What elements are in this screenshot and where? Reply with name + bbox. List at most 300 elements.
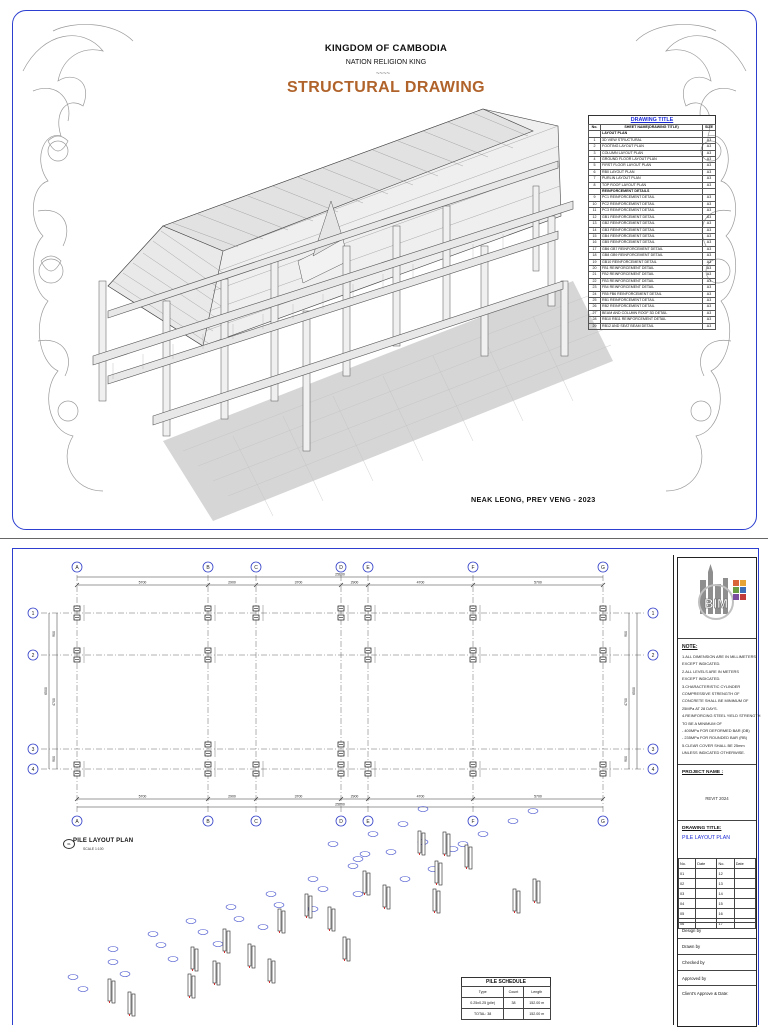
drawing-no: 22 [589, 278, 601, 284]
dimension-text: 900 [52, 631, 56, 637]
grid-marker [234, 917, 244, 922]
pile-3d [517, 891, 520, 913]
grid-letter: D [339, 818, 343, 825]
drawing-no: 16 [589, 240, 601, 246]
revision-row [679, 869, 756, 879]
pile-3d [192, 976, 195, 998]
note-line: CONCRETE SHALL BE MINIMUM OF [682, 698, 749, 704]
drawing-name: LAYOUT PLAN [601, 131, 703, 137]
pile-3d [309, 896, 312, 918]
view-number-bubble: 01 [63, 839, 75, 849]
drawing-no: 20 [589, 265, 601, 271]
drawing-name: COLUMN LAYOUT PLAN [601, 150, 703, 156]
grid-marker [148, 932, 158, 937]
drawing-title-value: PILE LAYOUT PLAN [682, 835, 730, 841]
grid-number: 2 [31, 652, 35, 659]
drawing-no: 26 [589, 304, 601, 310]
grid-marker [266, 892, 276, 897]
grid-marker [353, 892, 363, 897]
drawing-no: 11 [589, 208, 601, 214]
sched-length: 152.00 m [523, 998, 550, 1009]
bim-logo [678, 558, 756, 638]
sched-header-count: Count [504, 987, 523, 998]
revision-cell: 03 [679, 889, 696, 899]
drawing-name: RB2 REINFORCEMENT DETAIL [601, 304, 703, 310]
drawing-size: A3 [703, 176, 716, 182]
signature-divider [678, 954, 756, 955]
drawing-no: 21 [589, 272, 601, 278]
dimension-total: 25600 [335, 802, 345, 807]
grid-marker [348, 864, 358, 869]
grid-marker [318, 887, 328, 892]
note-line: COMPRESSIVE STRENGTH OF [682, 691, 740, 696]
revision-cell: 15 [717, 899, 734, 909]
grid-marker [120, 972, 130, 977]
drawing-size: A3 [703, 144, 716, 150]
dimension-text: 2900 [350, 580, 359, 585]
pile-3d [188, 974, 191, 996]
drawing-size: A3 [703, 157, 716, 163]
revision-row [679, 889, 756, 899]
drawing-no: 19 [589, 259, 601, 265]
pile-3d [108, 979, 111, 1001]
revision-cell: 12 [717, 869, 734, 879]
drawing-size: A3 [703, 163, 716, 169]
note-line: - 235MPa FOR ROUNDED BAR (RB) [682, 735, 748, 741]
drawing-list-table [588, 115, 716, 330]
drawing-no: 17 [589, 246, 601, 252]
drawing-no: 4 [589, 157, 601, 163]
revision-cell [734, 869, 755, 879]
revision-cell [696, 899, 717, 909]
plan-view-scale: SCALE 1:100 [83, 847, 104, 851]
project-location: NEAK LEONG, PREY VENG - 2023 [471, 495, 596, 504]
sched-header-length: Length [523, 987, 550, 998]
note-line: EXCEPT INDICATED. [682, 676, 721, 682]
note-line: 2.ALL LEVELS ARE IN METERS [682, 668, 739, 674]
project-name-label: PROJECT NAME : [682, 770, 724, 775]
revision-cell [696, 919, 717, 929]
revision-table [678, 858, 756, 929]
title-block-frame [677, 557, 761, 1027]
revision-cell: 05 [679, 909, 696, 919]
drawing-name: REINFORCEMENT DETAILS [601, 189, 703, 195]
dimension-text: 2900 [228, 794, 236, 799]
grid-marker [368, 832, 378, 837]
kingdom-heading: KINGDOM OF CAMBODIA [324, 43, 448, 54]
grid-marker [478, 832, 488, 837]
drawing-list-row [589, 323, 716, 329]
drawing-no: 10 [589, 201, 601, 207]
grid-marker [186, 919, 196, 924]
grid-marker [78, 987, 88, 992]
note-line: 1.ALL DIMENSION ARE IN MILLIMETERS [682, 654, 757, 659]
title-block [673, 555, 761, 1025]
grid-marker [156, 943, 166, 948]
revision-cell [734, 909, 755, 919]
drawing-no: 5 [589, 163, 601, 169]
document-title: STRUCTURAL DRAWING [286, 79, 485, 96]
drawing-name: 3D VIEW STRUCTURAL [601, 137, 703, 143]
drawing-size: A3 [703, 285, 716, 291]
pile-3d [213, 961, 216, 983]
drawing-no: 9 [589, 195, 601, 201]
drawing-size: A3 [703, 240, 716, 246]
revision-row [679, 919, 756, 929]
pile-3d [447, 834, 450, 856]
drawing-size: A3 [703, 265, 716, 271]
grid-marker [168, 957, 178, 962]
drawing-no: 24 [589, 291, 601, 297]
drawing-no: 18 [589, 253, 601, 259]
revision-cell: 04 [679, 899, 696, 909]
drawing-name: GB5 REINFORCEMENT DETAIL [601, 240, 703, 246]
grid-letter: C [254, 564, 258, 571]
signature-divider [678, 970, 756, 971]
drawing-name: FIRST FLOOR LAYOUT PLAN [601, 163, 703, 169]
grid-letter: G [601, 564, 605, 571]
signature-label: Approved by [682, 976, 707, 981]
ornament-left [23, 36, 103, 491]
pile-3d [328, 907, 331, 929]
drawing-size: A3 [703, 253, 716, 259]
grid-letter: A [75, 564, 79, 571]
pile-3d [332, 909, 335, 931]
pile-3d [128, 992, 131, 1014]
grid-letter: B [206, 818, 210, 825]
grid-marker [360, 852, 370, 857]
grid-number: 1 [651, 610, 655, 617]
drawing-list-body [589, 131, 716, 330]
dimension-text: 4700 [624, 698, 628, 706]
revision-cell [734, 919, 755, 929]
signature-label: Design by [682, 928, 702, 933]
revision-cell [696, 909, 717, 919]
signature-label: Checked by [682, 960, 705, 965]
pile-3d [443, 832, 446, 854]
drawing-size: A3 [703, 201, 716, 207]
grid-number: 3 [31, 746, 35, 753]
pile-3d [227, 931, 230, 953]
pile-3d [367, 873, 370, 895]
plan-view-title: PILE LAYOUT PLAN [73, 838, 134, 844]
divider-flourish: ~~~~ [375, 71, 390, 77]
pile-3d [418, 831, 421, 853]
pile-3d [387, 887, 390, 909]
pile-3d [223, 929, 226, 951]
signature-divider [678, 922, 756, 923]
header-no: No. [589, 125, 601, 131]
drawing-no: 13 [589, 221, 601, 227]
pile-3d [305, 894, 308, 916]
drawing-name: TOP ROOF LAYOUT PLAN [601, 182, 703, 188]
dimension-text: 900 [624, 631, 628, 637]
cover-sheet [12, 10, 757, 530]
pile-3d [537, 881, 540, 903]
grid-marker [258, 925, 268, 930]
drawing-size: A3 [703, 259, 716, 265]
drawing-no: 6 [589, 169, 601, 175]
drawing-no: 14 [589, 227, 601, 233]
dimension-text: 2900 [228, 580, 236, 585]
dimension-total: 6500 [632, 687, 636, 695]
drawing-size: A3 [703, 233, 716, 239]
sched-row [462, 998, 551, 1009]
grid-letter: E [366, 818, 370, 825]
grid-marker [353, 857, 363, 862]
grid-marker [398, 822, 408, 827]
grid-marker [308, 877, 318, 882]
rev-header-date: Date [696, 859, 717, 869]
signature-divider [678, 985, 756, 986]
drawing-name: FB1 REINFORCEMENT DETAIL [601, 265, 703, 271]
drawing-size: A3 [703, 214, 716, 220]
dimension-text: 4700 [416, 794, 425, 799]
pile-3d [272, 961, 275, 983]
drawing-no: 28 [589, 317, 601, 323]
drawing-no: 23 [589, 285, 601, 291]
tb-divider [678, 764, 756, 765]
drawing-name: RB12 AND SEAT BEAM DETAIL [601, 323, 703, 329]
grid-marker [213, 942, 223, 947]
grid-number: 1 [31, 610, 35, 617]
drawing-size: A3 [703, 291, 716, 297]
grid-number: 3 [651, 746, 655, 753]
drawing-name: GB6 GB7 REINFORCEMENT DETAIL [601, 246, 703, 252]
pile-3d [513, 889, 516, 911]
grid-letter: B [206, 564, 210, 571]
header-sheet-name: SHEET NAME(DRAWING TITLE) [601, 125, 703, 131]
dimension-total: 6500 [44, 687, 48, 695]
rev-header-no: No. [679, 859, 696, 869]
drawing-size: A3 [703, 246, 716, 252]
dimension-text: 900 [624, 756, 628, 762]
sched-total-length: 152.00 m [523, 1009, 550, 1020]
revision-cell [734, 899, 755, 909]
revision-cell: 13 [717, 879, 734, 889]
grid-letter: G [601, 818, 605, 825]
dimension-text: 3700 [294, 580, 303, 585]
revision-cell: 06 [679, 919, 696, 929]
drawing-name: RB10 RB11 REINFORCEMENT DETAIL [601, 317, 703, 323]
dimension-text: 2900 [350, 794, 359, 799]
pile-3d [363, 871, 366, 893]
drawing-size: A3 [703, 278, 716, 284]
dimension-text: 4700 [416, 580, 425, 585]
drawing-name: GB4 REINFORCEMENT DETAIL [601, 233, 703, 239]
sheet-divider [0, 538, 768, 539]
grid-marker [386, 850, 396, 855]
note-line: TO BE A MINIMUM OF [682, 720, 722, 726]
signature-divider [678, 938, 756, 939]
dimension-text: 900 [52, 756, 56, 762]
pile-3d [282, 911, 285, 933]
drawing-size: A3 [703, 195, 716, 201]
rev-header-date: Date [734, 859, 755, 869]
drawing-no: 7 [589, 176, 601, 182]
revision-cell: 14 [717, 889, 734, 899]
note-line: 5.CLEAR COVER SHALL BE 25mm [682, 742, 745, 748]
grid-marker [274, 903, 284, 908]
drawing-name: GB8 GB9 REINFORCEMENT DETAIL [601, 253, 703, 259]
grid-marker [328, 842, 338, 847]
grid-letter: C [254, 818, 258, 825]
drawing-size: A3 [703, 221, 716, 227]
grid-letter: F [471, 818, 475, 825]
pile-3d [217, 963, 220, 985]
drawing-no: 25 [589, 297, 601, 303]
grid-letter: F [471, 564, 475, 571]
grid-marker [198, 930, 208, 935]
notes-title: NOTE: [682, 644, 698, 650]
bim-logo-text: BIM [704, 596, 728, 611]
grid-number: 4 [651, 766, 655, 773]
sched-total-row [462, 1009, 551, 1020]
pile-3d [248, 944, 251, 966]
pile-schedule-table [461, 977, 551, 1020]
drawing-name: FB2 REINFORCEMENT DETAIL [601, 272, 703, 278]
drawing-name: GB1 REINFORCEMENT DETAIL [601, 214, 703, 220]
grid-marker [68, 975, 78, 980]
drawing-size: A3 [703, 310, 716, 316]
header-size: SIZE [703, 125, 716, 131]
drawing-name: BEAM AND COLUMN ROOF 3D DETAIL [601, 310, 703, 316]
drawing-title-label: DRAWING TITLE: [682, 826, 722, 831]
pile-3d [433, 889, 436, 911]
dimension-text: 5700 [138, 580, 147, 585]
sched-count: 38 [504, 998, 523, 1009]
pile-3d [422, 833, 425, 855]
revision-row [679, 899, 756, 909]
pile-3d [252, 946, 255, 968]
pile-3d [112, 981, 115, 1003]
revision-cell [734, 879, 755, 889]
note-line: - 400MPa FOR DEFORMED BAR (DB) [682, 728, 750, 733]
rev-header-no: No. [717, 859, 734, 869]
pile-3d [191, 947, 194, 969]
pile-3d [343, 937, 346, 959]
pile-3d [435, 861, 438, 883]
dimension-text: 4700 [52, 698, 56, 706]
drawing-no: 27 [589, 310, 601, 316]
note-line: 4.REINFORCING STEEL YIELD STRENGTH [682, 713, 761, 719]
drawing-name: FOOTING LAYOUT PLAN [601, 144, 703, 150]
pile-3d [132, 994, 135, 1016]
drawing-size: A3 [703, 323, 716, 329]
grid-letter: E [366, 564, 370, 571]
revision-row [679, 879, 756, 889]
pile-layout-drawing [13, 549, 673, 1025]
pile-3d [383, 885, 386, 907]
dimension-text: 5700 [534, 794, 542, 799]
drawing-size: A3 [703, 297, 716, 303]
sched-type: 0.25x0.25 (pile) [462, 998, 504, 1009]
drawing-size: A3 [703, 150, 716, 156]
drawing-size: A3 [703, 317, 716, 323]
pile-schedule-caption: PILE SCHEDULE [461, 977, 551, 986]
pile-3d [437, 891, 440, 913]
grid-letter: D [339, 564, 343, 571]
signature-label: Drawn by [682, 944, 701, 949]
grid-marker [528, 809, 538, 814]
grid-letter: A [75, 818, 79, 825]
drawing-no: 8 [589, 182, 601, 188]
drawing-name: FB5 FB6 REINFORCEMENT DETAIL [601, 291, 703, 297]
sched-total-count [504, 1009, 523, 1020]
tb-divider [678, 638, 756, 639]
note-line: 25MPa AT 28 DAYS. [682, 705, 718, 711]
drawing-no: 29 [589, 323, 601, 329]
pile-layout-sheet [12, 548, 759, 1025]
pile-3d [533, 879, 536, 901]
grid-marker [108, 960, 118, 965]
dimension-text: 5700 [534, 580, 542, 585]
sched-total-type: TOTAL: 38 [462, 1009, 504, 1020]
grid-number: 2 [651, 652, 655, 659]
drawing-name: GROUND FLOOR LAYOUT PLAN [601, 157, 703, 163]
revision-row [679, 909, 756, 919]
pile-3d [268, 959, 271, 981]
drawing-no: 3 [589, 150, 601, 156]
revision-cell [734, 889, 755, 899]
sched-header-type: Type [462, 987, 504, 998]
drawing-name: FB4 REINFORCEMENT DETAIL [601, 285, 703, 291]
pile-3d [469, 847, 472, 869]
drawing-name: PC2 REINFORCEMENT DETAIL [601, 201, 703, 207]
drawing-name: GB2 REINFORCEMENT DETAIL [601, 221, 703, 227]
pile-3d [195, 949, 198, 971]
drawing-name: PURLIN LAYOUT PLAN [601, 176, 703, 182]
pile-3d [278, 909, 281, 931]
drawing-size: A3 [703, 169, 716, 175]
grid-marker [226, 905, 236, 910]
note-line: 3.CHARACTERISTIC CYLINDER [682, 683, 741, 689]
grid-marker [108, 947, 118, 952]
dimension-total: 25600 [335, 572, 345, 577]
revision-cell [696, 869, 717, 879]
revision-cell [696, 889, 717, 899]
dimension-text: 3700 [294, 794, 303, 799]
drawing-size: A3 [703, 227, 716, 233]
motto-text: NATION RELIGION KING [345, 59, 427, 66]
note-line: UNLESS INDICATED OTHERWISE. [682, 750, 745, 756]
pile-3d [465, 845, 468, 867]
drawing-no: 2 [589, 144, 601, 150]
revision-cell: 01 [679, 869, 696, 879]
project-name-value: REVIT 2024 [705, 796, 729, 801]
drawing-size: A3 [703, 182, 716, 188]
drawing-name: RB0 LAYOUT PLAN [601, 169, 703, 175]
drawing-name: PC3 REINFORCEMENT DETAIL [601, 208, 703, 214]
drawing-list-caption: DRAWING TITLE [588, 115, 716, 124]
drawing-name: FB3 REINFORCEMENT DETAIL [601, 278, 703, 284]
revision-rows [679, 869, 756, 929]
grid-number: 4 [31, 766, 35, 773]
grid-marker [400, 877, 410, 882]
revision-cell: 02 [679, 879, 696, 889]
drawing-size: A3 [703, 304, 716, 310]
dimension-text: 5700 [138, 794, 147, 799]
pile-3d [439, 863, 442, 885]
drawing-name: GB3 REINFORCEMENT DETAIL [601, 227, 703, 233]
note-line: EXCEPT INDICATED. [682, 661, 721, 667]
drawing-no: 15 [589, 233, 601, 239]
revision-cell: 17 [717, 919, 734, 929]
revision-cell [696, 879, 717, 889]
tb-divider [678, 820, 756, 821]
drawing-name: PC1 REINFORCEMENT DETAIL [601, 195, 703, 201]
drawing-no: 1 [589, 137, 601, 143]
